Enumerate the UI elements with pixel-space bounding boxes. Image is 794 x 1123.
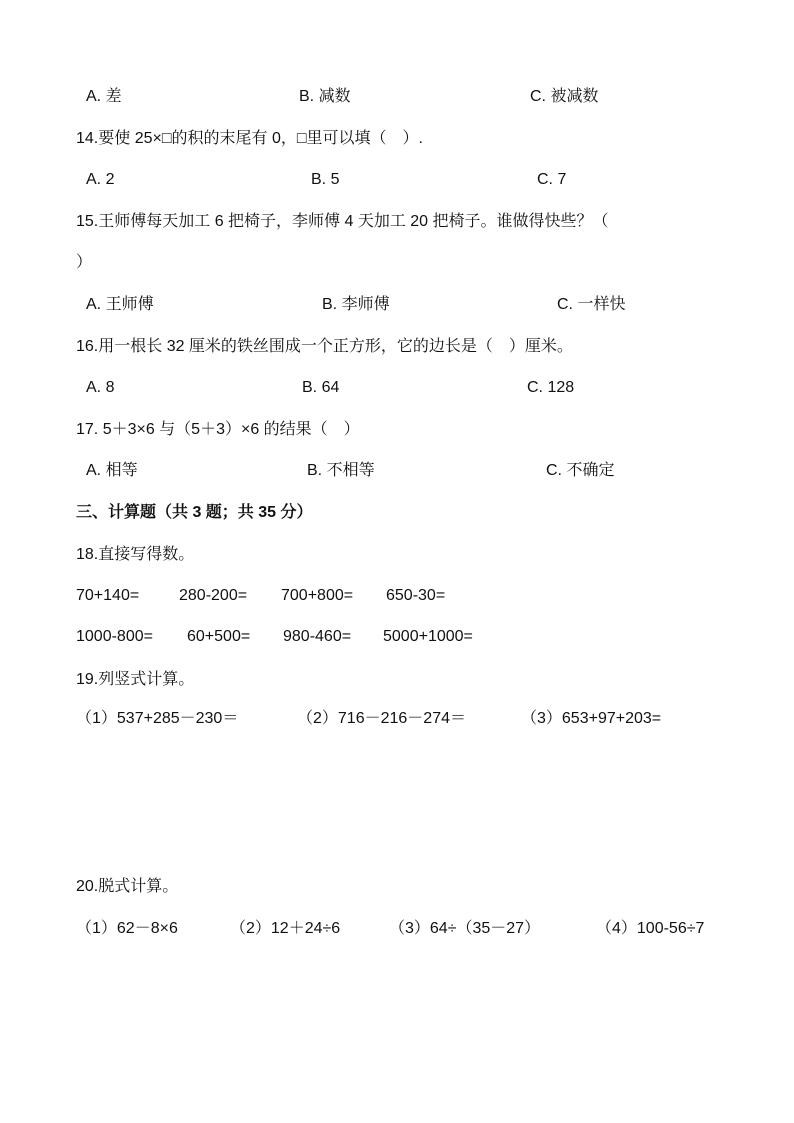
q19-stem: 19.列竖式计算。: [76, 671, 195, 688]
q16-stem: 16.用一根长 32 厘米的铁丝围成一个正方形，它的边长是（ ）厘米。: [76, 338, 573, 355]
q15-stem-continued: ）: [76, 254, 93, 271]
q14-option-a: A. 2: [86, 171, 115, 188]
q20-item: （4）100-56÷7: [596, 920, 705, 937]
q20-item: （1）62－8×6: [76, 920, 178, 937]
q20-item: （2）12＋24÷6: [230, 920, 341, 937]
q15-option-a: A. 王师傅: [86, 296, 154, 313]
q13-option-c: C. 被减数: [530, 88, 599, 105]
q13-option-b: B. 减数: [299, 88, 351, 105]
q18-item: 60+500=: [187, 628, 251, 645]
q18-item: 700+800=: [281, 587, 354, 604]
q18-item: 70+140=: [76, 587, 140, 604]
section-3-title: 三、计算题（共 3 题；共 35 分）: [76, 504, 313, 521]
q16-option-c: C. 128: [527, 379, 575, 396]
q15-option-b: B. 李师傅: [322, 296, 390, 313]
q13-option-a: A. 差: [86, 88, 122, 105]
q18-item: 5000+1000=: [383, 628, 473, 645]
q14-option-b: B. 5: [311, 171, 340, 188]
q14-stem: 14.要使 25×□的积的末尾有 0，□里可以填（ ）.: [76, 130, 423, 147]
q20-stem: 20.脱式计算。: [76, 878, 179, 895]
q19-item: （2）716－216－274＝: [297, 710, 466, 727]
q18-item: 650-30=: [386, 587, 446, 604]
q18-stem: 18.直接写得数。: [76, 546, 195, 563]
q17-option-b: B. 不相等: [307, 462, 375, 479]
q14-option-c: C. 7: [537, 171, 567, 188]
q18-item: 280-200=: [179, 587, 248, 604]
q18-item: 980-460=: [283, 628, 352, 645]
q16-option-b: B. 64: [302, 379, 340, 396]
q19-item: （3）653+97+203=: [521, 710, 662, 727]
q17-option-a: A. 相等: [86, 462, 138, 479]
q19-item: （1）537+285－230＝: [76, 710, 239, 727]
q15-option-c: C. 一样快: [557, 296, 626, 313]
q18-item: 1000-800=: [76, 628, 153, 645]
q17-stem: 17. 5＋3×6 与（5＋3）×6 的结果（ ）: [76, 421, 360, 438]
q16-option-a: A. 8: [86, 379, 115, 396]
q20-item: （3）64÷（35－27）: [389, 920, 541, 937]
q17-option-c: C. 不确定: [546, 462, 615, 479]
q15-stem: 15.王师傅每天加工 6 把椅子，李师傅 4 天加工 20 把椅子。谁做得快些？（: [76, 213, 609, 230]
